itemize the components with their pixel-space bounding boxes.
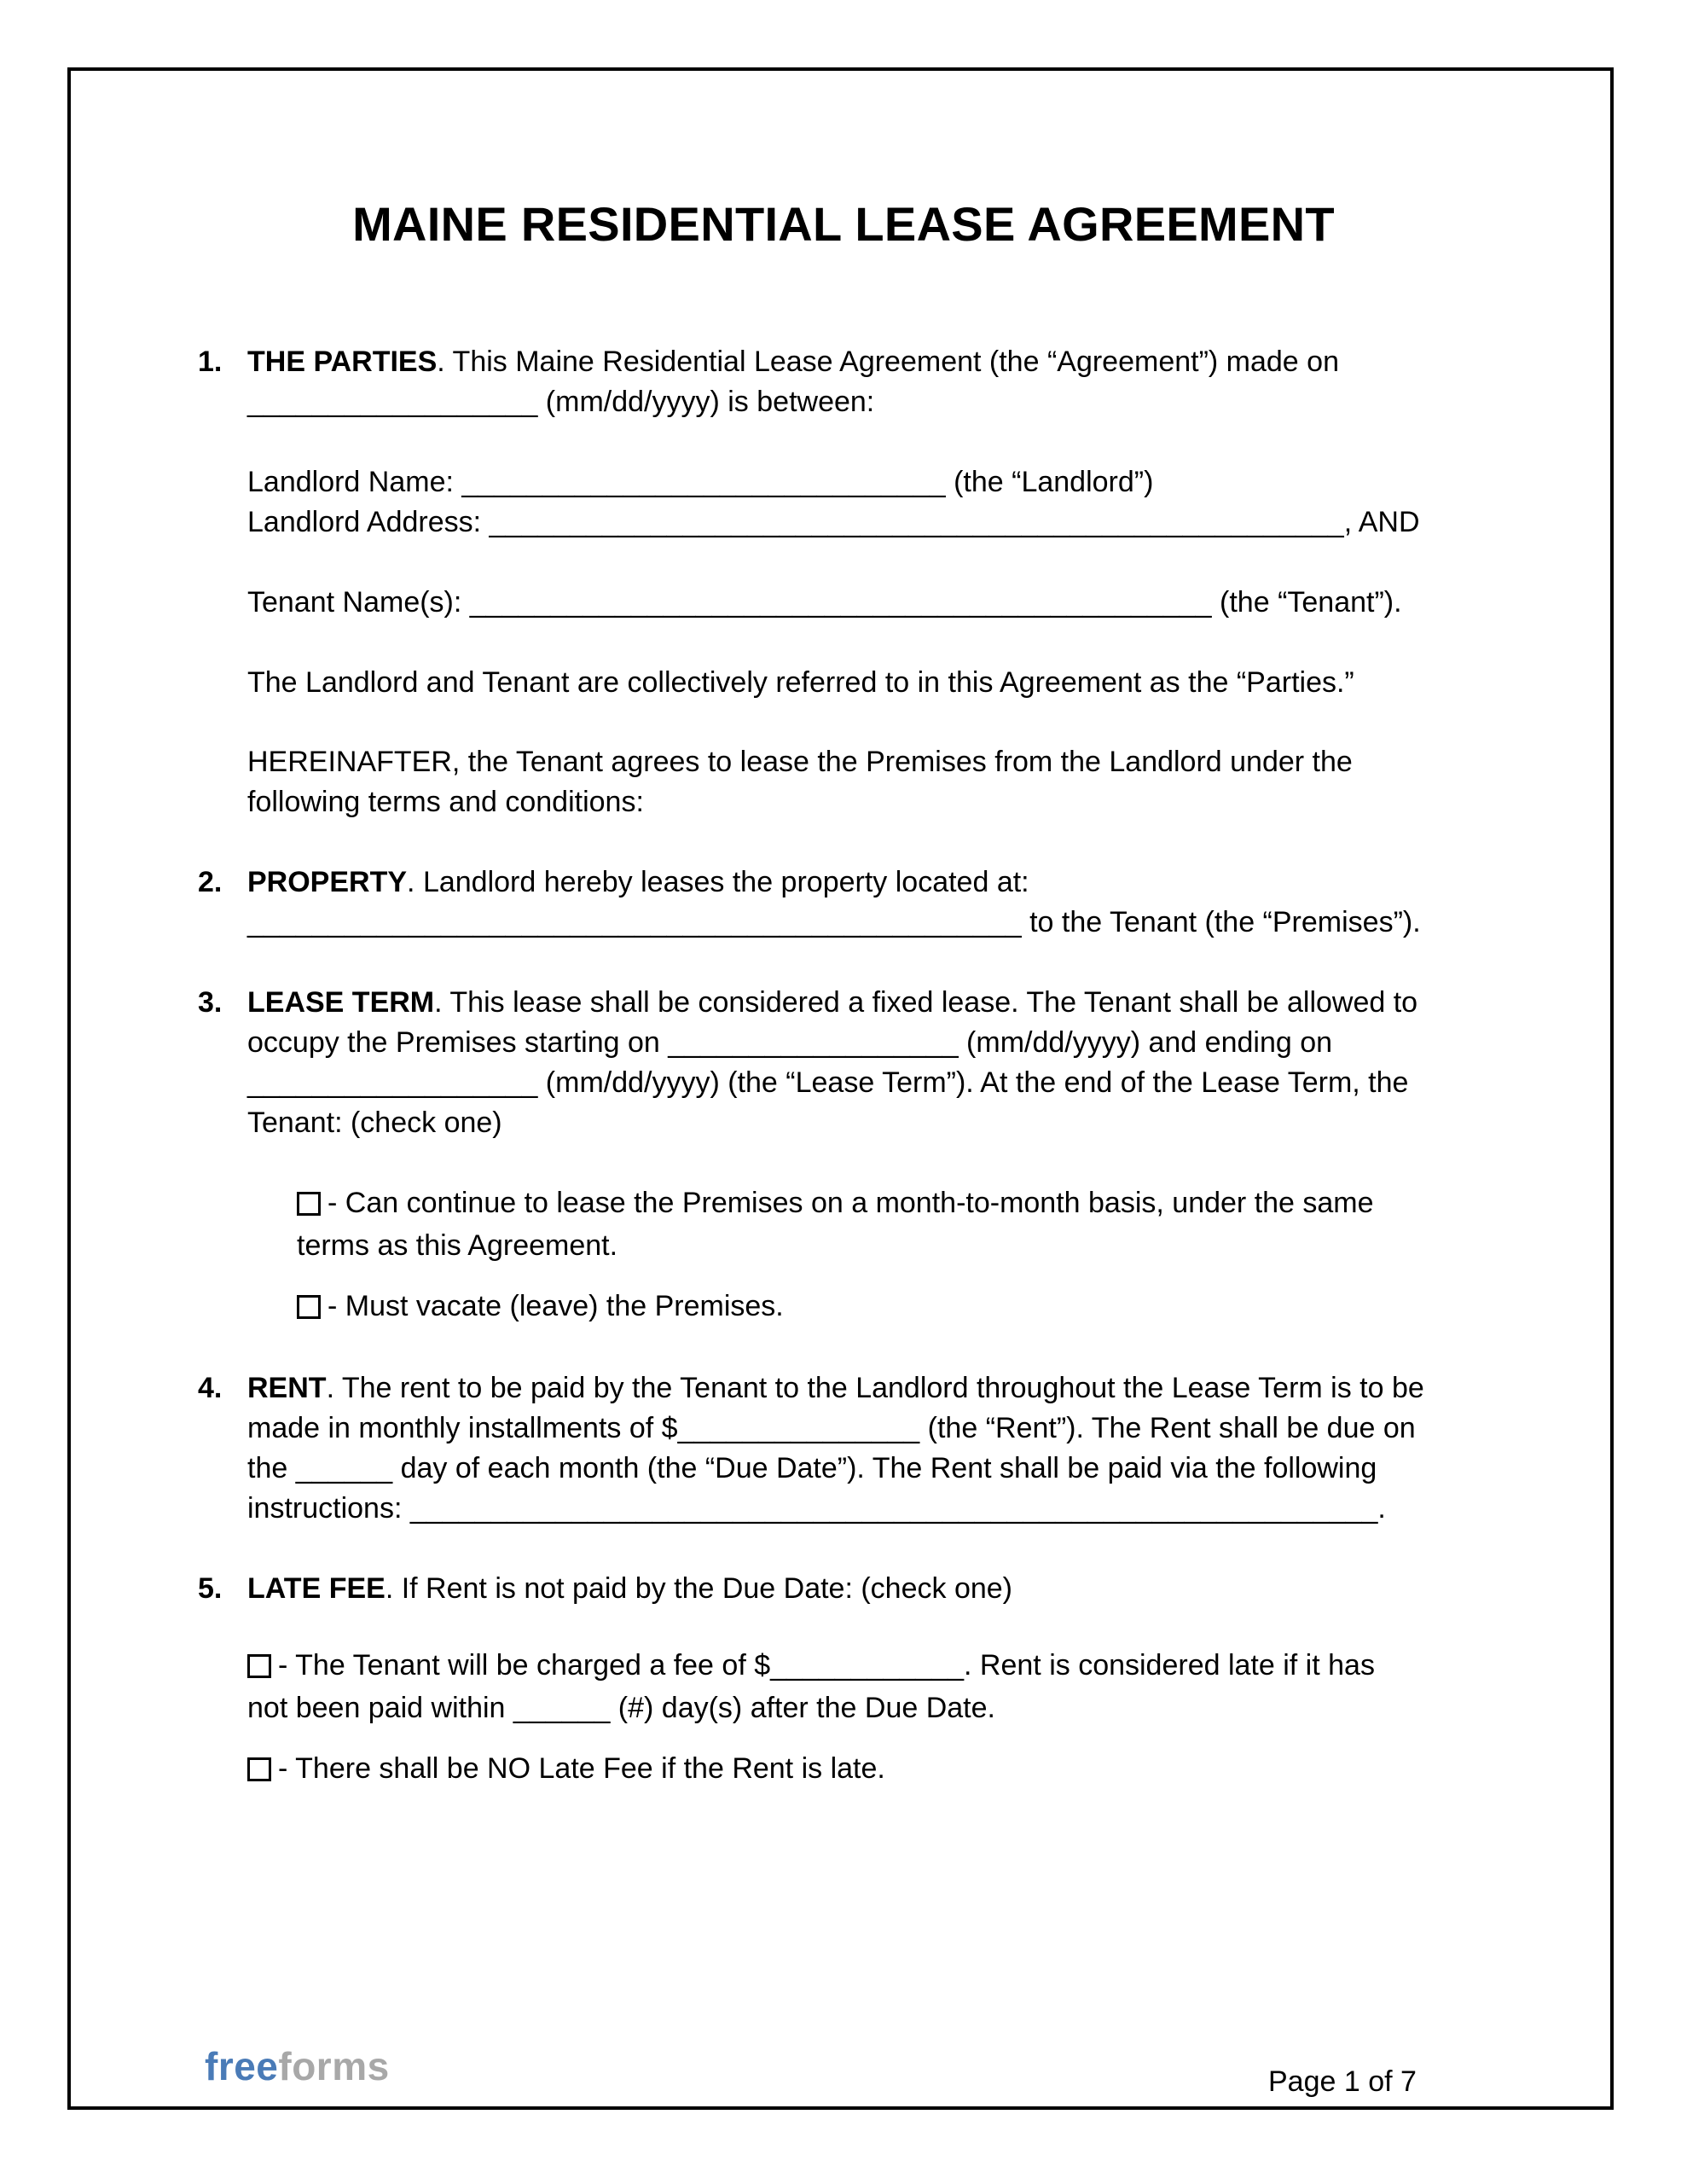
section-lease-term-line-1 [247, 985, 1417, 1019]
page-number: Page 1 of 7 [1268, 2065, 1417, 2098]
parties-text-1: . This Maine Residential Lease Agreement (the “Agreement”) made on [437, 346, 1339, 378]
month-to-month-checkbox[interactable] [297, 1192, 321, 1216]
late-fee-days-field[interactable]: not been paid within ______ (#) day(s) after the Due Date. [247, 1692, 995, 1724]
section-heading-lease-term: LEASE TERM [247, 986, 435, 1019]
month-to-month-label: - Can continue to lease the Premises on a month-to-month basis, under the same [328, 1187, 1374, 1219]
section-number-lease-term: 3. [198, 986, 223, 1019]
document-title: MAINE RESIDENTIAL LEASE AGREEMENT [352, 197, 1335, 251]
section-number-parties: 1. [198, 346, 223, 378]
lease-option-vacate [297, 1289, 784, 1323]
freeforms-logo [205, 2043, 390, 2089]
lease-end-date-field[interactable]: __________________ (mm/dd/yyyy) (the “Lease Term”). At the end of the Lease Term, the [247, 1066, 1409, 1099]
late-fee-charged-label: - The Tenant will be charged a fee of $____________. Rent is considered late if it has [278, 1649, 1375, 1682]
section-heading-parties: THE PARTIES [247, 346, 438, 378]
section-heading-property: PROPERTY [247, 866, 408, 898]
lease-start-date-field[interactable]: occupy the Premises starting on __________________ (mm/dd/yyyy) and ending on [247, 1026, 1333, 1059]
logo-forms-text: forms [278, 2044, 390, 2088]
landlord-name-field[interactable]: Landlord Name: ______________________________ (the “Landlord”) [247, 466, 1154, 498]
parties-date-field[interactable]: __________________ (mm/dd/yyyy) is between: [247, 386, 875, 418]
section-number-late-fee: 5. [198, 1572, 223, 1605]
vacate-checkbox[interactable] [297, 1295, 321, 1319]
lease-option-month-to-month [297, 1186, 1374, 1220]
late-fee-charged-checkbox[interactable] [247, 1654, 271, 1678]
section-number-rent: 4. [198, 1372, 223, 1404]
section-rent-line-1 [247, 1371, 1424, 1405]
section-property-line-1 [247, 865, 1029, 899]
section-heading-rent: RENT [247, 1372, 327, 1404]
logo-free-text: free [205, 2044, 279, 2088]
section-heading-late-fee: LATE FEE [247, 1572, 386, 1605]
rent-text-1: . The rent to be paid by the Tenant to the Landlord throughout the Lease Term is to be [326, 1372, 1424, 1404]
month-to-month-label-cont: terms as this Agreement. [297, 1229, 618, 1262]
hereinafter-line-1: HEREINAFTER, the Tenant agrees to lease the Premises from the Landlord under the [247, 746, 1353, 778]
section-number-property: 2. [198, 866, 223, 898]
section-late-fee-line-1 [247, 1571, 1012, 1606]
rent-amount-field[interactable]: made in monthly installments of $_______________ (the “Rent”). The Rent shall be due on [247, 1412, 1416, 1444]
property-address-field[interactable]: ________________________________________________ to the Tenant (the “Premises”). [247, 906, 1421, 938]
hereinafter-line-2: following terms and conditions: [247, 786, 644, 818]
landlord-address-field[interactable]: Landlord Address: _____________________________________________________, AND [247, 506, 1420, 538]
tenant-names-field[interactable]: Tenant Name(s): ______________________________________________ (the “Tenant”). [247, 586, 1402, 619]
rent-due-day-field[interactable]: the ______ day of each month (the “Due Date”). The Rent shall be paid via the following [247, 1452, 1377, 1484]
late-fee-text-1: . If Rent is not paid by the Due Date: (check one) [385, 1572, 1012, 1605]
property-text-1: . Landlord hereby leases the property located at: [407, 866, 1029, 898]
lease-term-text-1: . This lease shall be considered a fixed lease. The Tenant shall be allowed to [434, 986, 1418, 1019]
no-late-fee-label: - There shall be NO Late Fee if the Rent is late. [278, 1752, 885, 1785]
late-fee-option-charged [247, 1648, 1375, 1682]
rent-instructions-field[interactable]: instructions: ____________________________________________________________. [247, 1492, 1386, 1525]
vacate-label: - Must vacate (leave) the Premises. [328, 1290, 784, 1322]
lease-term-check-one: Tenant: (check one) [247, 1107, 502, 1139]
section-parties-line-1 [247, 345, 1339, 379]
late-fee-option-none [247, 1751, 885, 1786]
no-late-fee-checkbox[interactable] [247, 1757, 271, 1781]
parties-note: The Landlord and Tenant are collectively referred to in this Agreement as the “Parties.” [247, 666, 1354, 699]
